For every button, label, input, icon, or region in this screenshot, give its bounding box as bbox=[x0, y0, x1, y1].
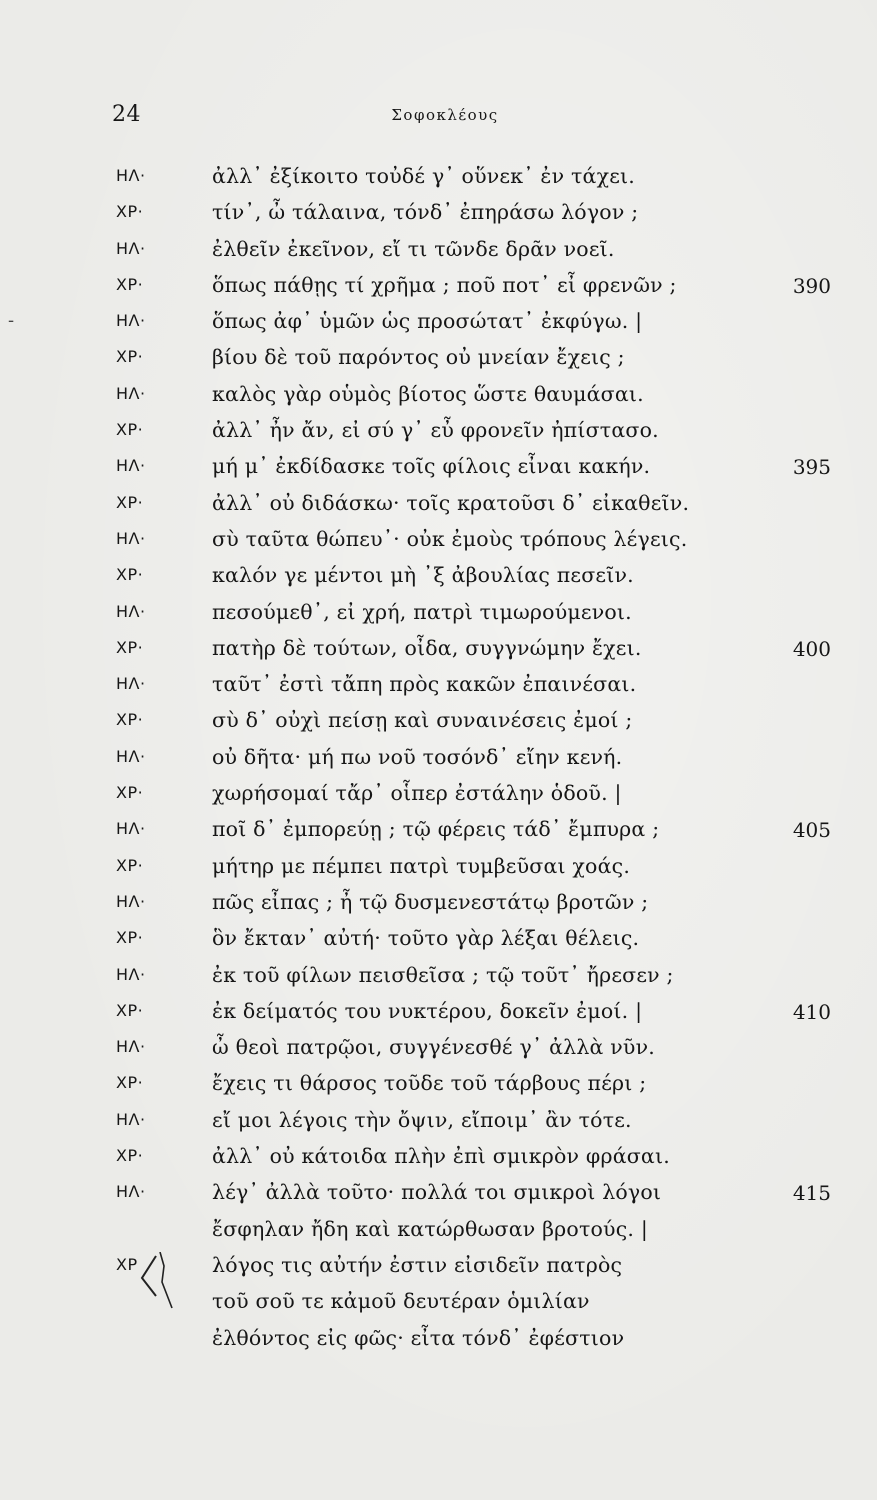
verse-line bbox=[0, 382, 877, 418]
verse-text: ἀλλ᾽ ἦν ἄν, εἰ σύ γ᾽ εὖ φρονεῖν ἠπίστασο. bbox=[212, 418, 659, 443]
speaker-label: ΧΡ· bbox=[116, 855, 144, 875]
verse-line bbox=[0, 890, 877, 926]
verse-text: ἔσφηλαν ἤδη καὶ κατώρθωσαν βροτούς. | bbox=[212, 1216, 648, 1241]
verse-text: καλὸς γὰρ οὑμὸς βίοτος ὥστε θαυμάσαι. bbox=[212, 381, 644, 406]
verse-line bbox=[0, 781, 877, 817]
verse-line bbox=[0, 273, 877, 309]
verse-line bbox=[0, 309, 877, 345]
verse-line bbox=[0, 1217, 877, 1253]
verse-line bbox=[0, 817, 877, 853]
verse-line bbox=[0, 527, 877, 563]
speaker-label: ΗΛ· bbox=[116, 891, 146, 911]
line-number: 395 bbox=[792, 455, 831, 480]
verse-text: ἔχεις τι θάρσος τοῦδε τοῦ τάρβους πέρι ; bbox=[212, 1071, 647, 1096]
verse-line bbox=[0, 454, 877, 490]
verse-text: ποῖ δ᾽ ἐμπορεύῃ ; τῷ φέρεις τάδ᾽ ἔμπυρα ; bbox=[212, 817, 660, 842]
speaker-label: ΗΛ· bbox=[116, 1109, 146, 1129]
speaker-label: ΗΛ· bbox=[116, 528, 146, 548]
verse-line bbox=[0, 200, 877, 236]
verse-line bbox=[0, 345, 877, 381]
verse-text: ἐκ τοῦ φίλων πεισθεῖσα ; τῷ τοῦτ᾽ ἤρεσεν ; bbox=[212, 962, 674, 987]
verse-text: ἐκ δείματός του νυκτέρου, δοκεῖν ἐμοί. | bbox=[212, 998, 643, 1023]
speaker-label: ΗΛ· bbox=[116, 311, 146, 331]
speaker-label: ΧΡ· bbox=[116, 928, 144, 948]
verse-line bbox=[0, 1289, 877, 1325]
verse-line bbox=[0, 999, 877, 1035]
verse-line bbox=[0, 1326, 877, 1362]
verse-text: σὺ ταῦτα θώπευ᾽· οὐκ ἐμοὺς τρόπους λέγεις. bbox=[212, 526, 688, 551]
verse-text: ὃν ἔκταν᾽ αὐτή· τοῦτο γὰρ λέξαι θέλεις. bbox=[212, 926, 640, 951]
line-number: 390 bbox=[792, 273, 831, 298]
speaker-label: ΧΡ· bbox=[116, 565, 144, 585]
line-number: 410 bbox=[792, 999, 831, 1024]
verse-text: βίου δὲ τοῦ παρόντος οὐ μνείαν ἔχεις ; bbox=[212, 345, 625, 370]
speaker-label: ΧΡ· bbox=[116, 710, 144, 730]
verse-line bbox=[0, 237, 877, 273]
verse-text: μή μ᾽ ἐκδίδασκε τοῖς φίλοις εἶναι κακήν. bbox=[212, 454, 651, 479]
verse-text: οὐ δῆτα· μή πω νοῦ τοσόνδ᾽ εἴην κενή. bbox=[212, 744, 623, 769]
speaker-label: ΗΛ· bbox=[116, 819, 146, 839]
verse-line bbox=[0, 636, 877, 672]
verse-line bbox=[0, 926, 877, 962]
verse-text: ἐλθεῖν ἐκεῖνον, εἴ τι τῶνδε δρᾶν νοεῖ. bbox=[212, 236, 615, 261]
speaker-label: ΗΛ· bbox=[116, 166, 146, 185]
verse-line bbox=[0, 1071, 877, 1107]
speaker-label: ΧΡ· bbox=[116, 1073, 144, 1093]
verse-text: μήτηρ με πέμπει πατρὶ τυμβεῦσαι χοάς. bbox=[212, 853, 631, 878]
verse-text: πατὴρ δὲ τούτων, οἶδα, συγγνώμην ἔχει. bbox=[212, 635, 642, 660]
verse-line bbox=[0, 854, 877, 890]
verse-line bbox=[0, 418, 877, 454]
speaker-label: ΗΛ· bbox=[116, 746, 146, 766]
verse-line bbox=[0, 1108, 877, 1144]
speaker-label: ΗΛ· bbox=[116, 964, 146, 984]
verse-text: ταῦτ᾽ ἐστὶ τἄπη πρὸς κακῶν ἐπαινέσαι. bbox=[212, 672, 637, 697]
speaker-label: ΗΛ· bbox=[116, 383, 146, 403]
line-number: 400 bbox=[792, 636, 831, 661]
speaker-label: ΧΡ· bbox=[116, 202, 144, 222]
verse-text: ὦ θεοὶ πατρῷοι, συγγένεσθέ γ᾽ ἀλλὰ νῦν. bbox=[212, 1035, 655, 1060]
speaker-label: ΧΡ· bbox=[116, 783, 144, 803]
speaker-label: ΧΡ· bbox=[116, 637, 144, 657]
speaker-label: ΗΛ· bbox=[116, 601, 146, 621]
verse-line bbox=[0, 491, 877, 527]
verse-line bbox=[0, 600, 877, 636]
verse-line bbox=[0, 672, 877, 708]
verse-line bbox=[0, 1144, 877, 1180]
verse-line bbox=[0, 963, 877, 999]
margin-bracket-mark bbox=[138, 1252, 178, 1312]
verse-line bbox=[0, 1180, 877, 1216]
speaker-label: ΧΡ· bbox=[116, 1146, 144, 1166]
verse-text: λόγος τις αὐτήν ἐστιν εἰσιδεῖν πατρὸς bbox=[212, 1252, 623, 1277]
verse-text: ἐλθόντος εἰς φῶς· εἶτα τόνδ᾽ ἐφέστιον bbox=[212, 1325, 625, 1350]
speaker-label: ΗΛ· bbox=[116, 674, 146, 694]
verse-text: ὅπως πάθῃς τί χρῆμα ; ποῦ ποτ᾽ εἶ φρενῶν ; bbox=[212, 272, 677, 297]
speaker-label: ΧΡ· bbox=[116, 1000, 144, 1020]
verse-text: πῶς εἶπας ; ἦ τῷ δυσμενεστάτῳ βροτῶν ; bbox=[212, 889, 649, 914]
verse-text: χωρήσομαί τἄρ᾽ οἷπερ ἐστάλην ὁδοῦ. | bbox=[212, 781, 622, 806]
line-number: 415 bbox=[792, 1181, 831, 1206]
verse-text: πεσούμεθ᾽, εἰ χρή, πατρὶ τιμωρούμενοι. bbox=[212, 599, 632, 624]
verse-text: ὅπως ἀφ᾽ ὑμῶν ὡς προσώτατ᾽ ἐκφύγω. | bbox=[212, 309, 643, 334]
speaker-label: ΗΛ· bbox=[116, 1037, 146, 1057]
verse-text: τίν᾽, ὦ τάλαινα, τόνδ᾽ ἐπηράσω λόγον ; bbox=[212, 200, 639, 225]
page-number: 24 bbox=[112, 102, 141, 127]
margin-dash: - bbox=[8, 310, 15, 331]
verse-text: εἴ μοι λέγοις τὴν ὄψιν, εἴποιμ᾽ ἂν τότε. bbox=[212, 1107, 632, 1132]
verse-text: τοῦ σοῦ τε κἀμοῦ δευτέραν ὁμιλίαν bbox=[212, 1289, 590, 1314]
verse-text: σὺ δ᾽ οὐχὶ πείσῃ καὶ συναινέσεις ἐμοί ; bbox=[212, 708, 633, 733]
verse-line bbox=[0, 1035, 877, 1071]
speaker-label: ΗΛ· bbox=[116, 238, 146, 258]
verse-text: ἀλλ᾽ ἐξίκοιτο τοὐδέ γ᾽ οὕνεκ᾽ ἐν τάχει. bbox=[212, 164, 635, 188]
speaker-label: ΧΡ· bbox=[116, 274, 144, 294]
verse-line bbox=[0, 1253, 877, 1289]
verse-line bbox=[0, 563, 877, 599]
speaker-label: ΗΛ· bbox=[116, 456, 146, 476]
verse-list bbox=[0, 164, 877, 1362]
verse-line bbox=[0, 164, 877, 200]
line-number: 405 bbox=[792, 818, 831, 843]
speaker-label: ΧΡ bbox=[116, 1254, 138, 1274]
verse-text: λέγ᾽ ἀλλὰ τοῦτο· πολλά τοι σμικροὶ λόγοι bbox=[212, 1180, 662, 1205]
speaker-label: ΧΡ· bbox=[116, 492, 144, 512]
verse-line bbox=[0, 708, 877, 744]
running-title: Σοφοκλέους bbox=[391, 106, 499, 124]
verse-text: καλόν γε μέντοι μὴ ᾽ξ ἀβουλίας πεσεῖν. bbox=[212, 563, 634, 588]
verse-line bbox=[0, 745, 877, 781]
verse-text: ἀλλ᾽ οὐ διδάσκω· τοῖς κρατοῦσι δ᾽ εἰκαθεῖν. bbox=[212, 490, 690, 515]
verse-text: ἀλλ᾽ οὐ κάτοιδα πλὴν ἐπὶ σμικρὸν φράσαι. bbox=[212, 1144, 670, 1169]
page-header bbox=[0, 98, 877, 138]
speaker-label: ΧΡ· bbox=[116, 420, 144, 440]
speaker-label: ΗΛ· bbox=[116, 1182, 146, 1202]
speaker-label: ΧΡ· bbox=[116, 347, 144, 367]
